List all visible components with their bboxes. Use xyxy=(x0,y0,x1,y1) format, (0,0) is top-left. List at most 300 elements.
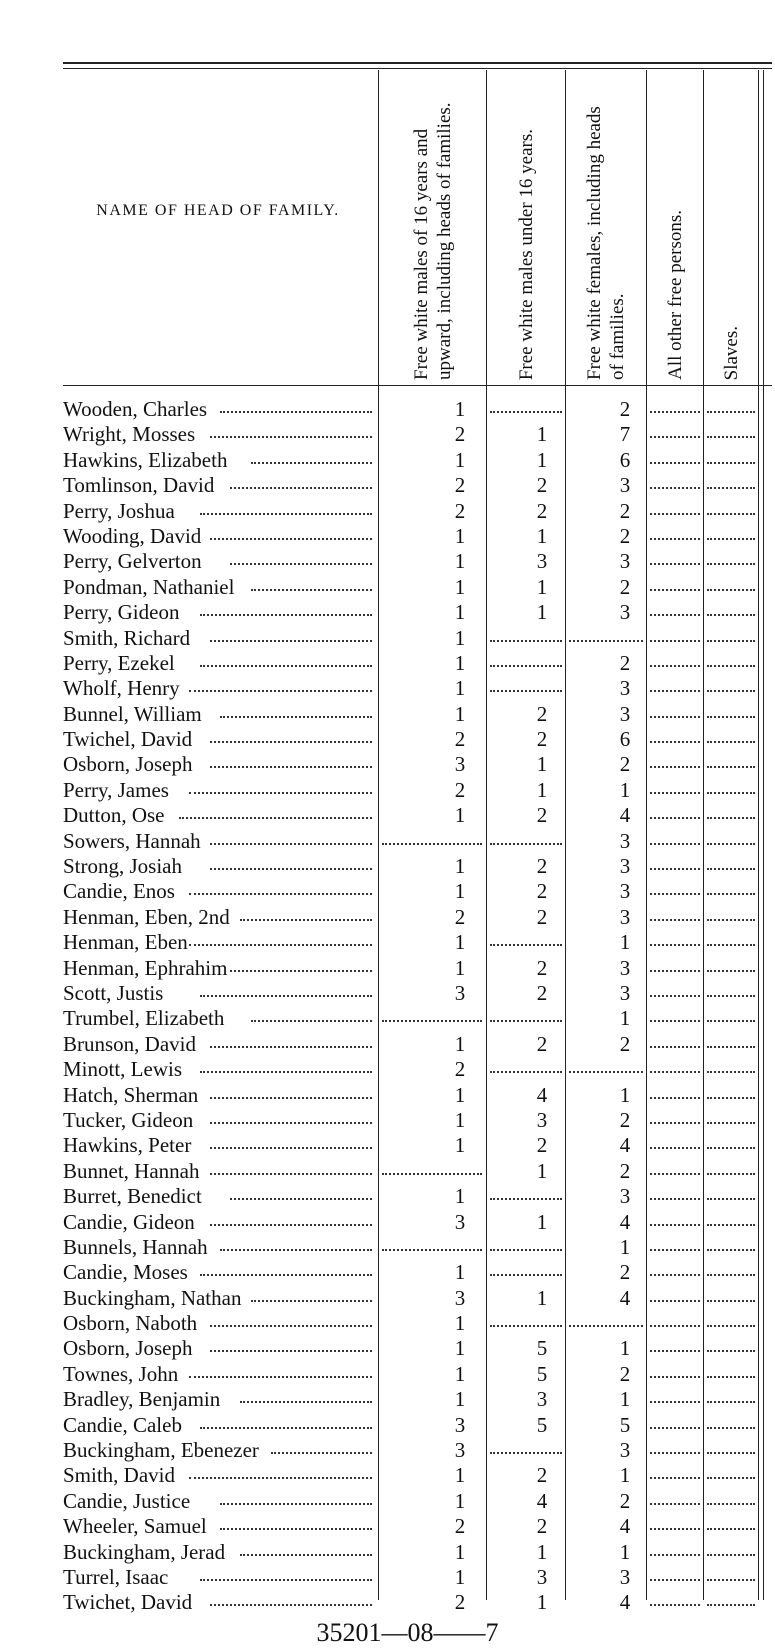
cell-m16: 2 xyxy=(454,473,466,498)
table-row xyxy=(0,448,775,473)
leader-dots xyxy=(650,893,700,895)
leader-dots xyxy=(490,640,562,642)
table-row xyxy=(0,778,775,803)
leader-dots xyxy=(200,1579,372,1581)
cell-mu16: 1 xyxy=(536,1539,548,1564)
leader-dots xyxy=(707,1274,755,1276)
cell-m16: 2 xyxy=(454,1057,466,1082)
leader-dots xyxy=(220,1528,372,1530)
cell-mu16: 5 xyxy=(536,1336,548,1361)
cell-m16: 1 xyxy=(454,701,466,726)
cell-mu16: 2 xyxy=(536,1133,548,1158)
leader-dots xyxy=(650,1350,700,1352)
cell-m16: 1 xyxy=(454,625,466,650)
cell-mu16: 1 xyxy=(536,523,548,548)
table-row xyxy=(0,524,775,549)
head-of-family-name: Sowers, Hannah xyxy=(63,828,201,853)
leader-dots xyxy=(382,843,482,845)
header-name-of-head: NAME OF HEAD OF FAMILY. xyxy=(96,202,340,219)
cell-f: 3 xyxy=(619,549,631,574)
leader-dots xyxy=(220,716,372,718)
leader-dots xyxy=(382,1020,482,1022)
table-row xyxy=(0,981,775,1006)
head-of-family-name: Buckingham, Nathan xyxy=(63,1285,242,1310)
table-row xyxy=(0,473,775,498)
cell-f: 1 xyxy=(619,777,631,802)
cell-f: 1 xyxy=(619,1387,631,1412)
leader-dots xyxy=(707,1554,755,1556)
table-row xyxy=(0,676,775,701)
leader-dots xyxy=(707,1097,755,1099)
cell-mu16: 3 xyxy=(536,1107,548,1132)
cell-f: 3 xyxy=(619,854,631,879)
leader-dots xyxy=(490,1452,562,1454)
leader-dots xyxy=(490,944,562,946)
head-of-family-name: Minott, Lewis xyxy=(63,1057,182,1082)
head-of-family-name: Brunson, David xyxy=(63,1031,196,1056)
leader-dots xyxy=(707,919,755,921)
cell-f: 3 xyxy=(619,676,631,701)
table-row xyxy=(0,1590,775,1615)
cell-m16: 1 xyxy=(454,955,466,980)
leader-dots xyxy=(707,563,755,565)
cell-mu16: 2 xyxy=(536,955,548,980)
cell-mu16: 2 xyxy=(536,727,548,752)
leader-dots xyxy=(251,1300,372,1302)
leader-dots xyxy=(210,843,372,845)
leader-dots xyxy=(707,970,755,972)
head-of-family-name: Candie, Enos xyxy=(63,879,175,904)
leader-dots xyxy=(650,868,700,870)
leader-dots xyxy=(650,1503,700,1505)
cell-mu16: 1 xyxy=(536,574,548,599)
table-row xyxy=(0,1057,775,1082)
cell-mu16: 2 xyxy=(536,904,548,929)
leader-dots xyxy=(382,1173,482,1175)
leader-dots xyxy=(650,919,700,921)
table-row xyxy=(0,1540,775,1565)
table-row xyxy=(0,854,775,879)
header-col-slaves: Slaves. xyxy=(720,325,742,380)
head-of-family-name: Bunnet, Hannah xyxy=(63,1158,200,1183)
head-of-family-name: Henman, Eben, 2nd xyxy=(63,904,230,929)
leader-dots xyxy=(569,640,643,642)
head-of-family-name: Tucker, Gideon xyxy=(63,1107,194,1132)
leader-dots xyxy=(707,690,755,692)
head-of-family-name: Turrel, Isaac xyxy=(63,1564,169,1589)
cell-mu16: 5 xyxy=(536,1412,548,1437)
cell-f: 3 xyxy=(619,600,631,625)
leader-dots xyxy=(650,1300,700,1302)
leader-dots xyxy=(200,614,372,616)
table-row xyxy=(0,1413,775,1438)
cell-m16: 2 xyxy=(454,777,466,802)
head-of-family-name: Strong, Josiah xyxy=(63,854,183,879)
leader-dots xyxy=(707,487,755,489)
head-of-family-name: Candie, Moses xyxy=(63,1260,188,1285)
leader-dots xyxy=(650,1604,700,1606)
cell-mu16: 2 xyxy=(536,879,548,904)
cell-m16: 1 xyxy=(454,1184,466,1209)
cell-m16: 3 xyxy=(454,752,466,777)
head-of-family-name: Scott, Justis xyxy=(63,980,164,1005)
table-row xyxy=(0,829,775,854)
head-of-family-name: Perry, Gideon xyxy=(63,600,180,625)
leader-dots xyxy=(707,614,755,616)
head-of-family-name: Henman, Eben xyxy=(63,930,188,955)
cell-m16: 1 xyxy=(454,650,466,675)
leader-dots xyxy=(650,1071,700,1073)
head-of-family-name: Buckingham, Jerad xyxy=(63,1539,226,1564)
head-of-family-name: Candie, Caleb xyxy=(63,1412,182,1437)
leader-dots xyxy=(707,1046,755,1048)
leader-dots xyxy=(650,1249,700,1251)
leader-dots xyxy=(707,462,755,464)
table-row xyxy=(0,626,775,651)
table-row xyxy=(0,956,775,981)
table-row xyxy=(0,930,775,955)
leader-dots xyxy=(220,411,372,413)
table-row xyxy=(0,1387,775,1412)
header-bottom-rule xyxy=(63,385,772,386)
cell-m16: 1 xyxy=(454,397,466,421)
leader-dots xyxy=(707,843,755,845)
leader-dots xyxy=(707,893,755,895)
table-row xyxy=(0,1362,775,1387)
cell-f: 2 xyxy=(619,1361,631,1386)
cell-m16: 2 xyxy=(454,1590,466,1615)
head-of-family-name: Osborn, Joseph xyxy=(63,1336,193,1361)
leader-dots xyxy=(230,970,372,972)
head-of-family-name: Perry, Joshua xyxy=(63,498,175,523)
leader-dots xyxy=(650,1224,700,1226)
leader-dots xyxy=(271,1452,372,1454)
leader-dots xyxy=(251,462,372,464)
cell-m16: 1 xyxy=(454,1463,466,1488)
cell-mu16: 2 xyxy=(536,854,548,879)
leader-dots xyxy=(707,1071,755,1073)
leader-dots xyxy=(210,1046,372,1048)
cell-f: 6 xyxy=(619,727,631,752)
cell-m16: 1 xyxy=(454,803,466,828)
leader-dots xyxy=(210,1097,372,1099)
leader-dots xyxy=(189,792,372,794)
table-row xyxy=(0,499,775,524)
cell-m16: 3 xyxy=(454,1412,466,1437)
leader-dots xyxy=(189,690,372,692)
page-footer-number: 35201—08——7 xyxy=(316,1618,499,1647)
head-of-family-name: Candie, Justice xyxy=(63,1488,191,1513)
cell-m16: 1 xyxy=(454,1133,466,1158)
leader-dots xyxy=(650,1528,700,1530)
head-of-family-name: Wholf, Henry xyxy=(63,676,180,701)
cell-f: 3 xyxy=(619,1184,631,1209)
leader-dots xyxy=(650,995,700,997)
leader-dots xyxy=(210,766,372,768)
cell-mu16: 1 xyxy=(536,1285,548,1310)
leader-dots xyxy=(220,1503,372,1505)
cell-mu16: 3 xyxy=(536,549,548,574)
leader-dots xyxy=(707,741,755,743)
head-of-family-name: Pondman, Nathaniel xyxy=(63,574,235,599)
cell-f: 2 xyxy=(619,650,631,675)
cell-mu16: 2 xyxy=(536,803,548,828)
table-row xyxy=(0,1133,775,1158)
leader-dots xyxy=(650,1427,700,1429)
leader-dots xyxy=(707,766,755,768)
leader-dots xyxy=(650,411,700,413)
leader-dots xyxy=(200,665,372,667)
cell-f: 4 xyxy=(619,1133,631,1158)
table-row xyxy=(0,1235,775,1260)
cell-f: 6 xyxy=(619,447,631,472)
head-of-family-name: Wooden, Charles xyxy=(63,397,208,421)
table-row xyxy=(0,549,775,574)
cell-m16: 2 xyxy=(454,727,466,752)
leader-dots xyxy=(220,1249,372,1251)
leader-dots xyxy=(707,665,755,667)
leader-dots xyxy=(569,1325,643,1327)
leader-dots xyxy=(650,1046,700,1048)
leader-dots xyxy=(251,1020,372,1022)
leader-dots xyxy=(490,1071,562,1073)
leader-dots xyxy=(490,665,562,667)
cell-m16: 1 xyxy=(454,600,466,625)
table-row xyxy=(0,1184,775,1209)
table-row xyxy=(0,1286,775,1311)
leader-dots xyxy=(490,1325,562,1327)
header-col-males-under-16: Free white males under 16 years. xyxy=(515,128,537,380)
head-of-family-name: Bunnel, William xyxy=(63,701,202,726)
leader-dots xyxy=(650,1376,700,1378)
cell-f: 1 xyxy=(619,1539,631,1564)
top-double-rule-1 xyxy=(63,62,772,64)
leader-dots xyxy=(240,919,372,921)
cell-f: 3 xyxy=(619,980,631,1005)
head-of-family-name: Wheeler, Samuel xyxy=(63,1514,207,1539)
table-row xyxy=(0,1336,775,1361)
leader-dots xyxy=(707,436,755,438)
cell-mu16: 2 xyxy=(536,1514,548,1539)
leader-dots xyxy=(650,1579,700,1581)
leader-dots xyxy=(707,1477,755,1479)
leader-dots xyxy=(707,792,755,794)
cell-f: 2 xyxy=(619,1260,631,1285)
cell-m16: 1 xyxy=(454,854,466,879)
leader-dots xyxy=(230,1198,372,1200)
cell-m16: 3 xyxy=(454,980,466,1005)
cell-f: 2 xyxy=(619,574,631,599)
cell-mu16: 2 xyxy=(536,701,548,726)
leader-dots xyxy=(650,640,700,642)
cell-m16: 1 xyxy=(454,1387,466,1412)
head-of-family-name: Hawkins, Elizabeth xyxy=(63,447,228,472)
leader-dots xyxy=(707,817,755,819)
cell-mu16: 1 xyxy=(536,752,548,777)
leader-dots xyxy=(707,868,755,870)
table-row xyxy=(0,905,775,930)
cell-m16: 1 xyxy=(454,879,466,904)
table-row xyxy=(0,1514,775,1539)
cell-f: 4 xyxy=(619,1514,631,1539)
head-of-family-name: Wooding, David xyxy=(63,523,202,548)
cell-mu16: 1 xyxy=(536,1209,548,1234)
table-row xyxy=(0,803,775,828)
leader-dots xyxy=(650,792,700,794)
leader-dots xyxy=(650,487,700,489)
leader-dots xyxy=(650,1020,700,1022)
top-double-rule-2 xyxy=(63,68,772,69)
leader-dots xyxy=(707,1579,755,1581)
leader-dots xyxy=(650,462,700,464)
leader-dots xyxy=(200,513,372,515)
leader-dots xyxy=(650,1147,700,1149)
cell-f: 2 xyxy=(619,397,631,421)
head-of-family-name: Osborn, Joseph xyxy=(63,752,193,777)
leader-dots xyxy=(650,766,700,768)
leader-dots xyxy=(707,1452,755,1454)
leader-dots xyxy=(707,1147,755,1149)
leader-dots xyxy=(210,1604,372,1606)
head-of-family-name: Bunnels, Hannah xyxy=(63,1234,208,1259)
leader-dots xyxy=(210,1147,372,1149)
leader-dots xyxy=(650,513,700,515)
cell-f: 1 xyxy=(619,1006,631,1031)
head-of-family-name: Twichet, David xyxy=(63,1590,193,1615)
head-of-family-name: Perry, James xyxy=(63,777,169,802)
leader-dots xyxy=(707,1376,755,1378)
leader-dots xyxy=(707,1300,755,1302)
cell-m16: 1 xyxy=(454,574,466,599)
leader-dots xyxy=(707,1401,755,1403)
cell-f: 3 xyxy=(619,828,631,853)
leader-dots xyxy=(189,893,372,895)
cell-f: 2 xyxy=(619,1488,631,1513)
leader-dots xyxy=(707,538,755,540)
table-row xyxy=(0,1032,775,1057)
cell-mu16: 5 xyxy=(536,1361,548,1386)
cell-f: 4 xyxy=(619,1209,631,1234)
cell-m16: 1 xyxy=(454,1361,466,1386)
cell-mu16: 1 xyxy=(536,777,548,802)
cell-f: 1 xyxy=(619,1463,631,1488)
cell-m16: 1 xyxy=(454,1260,466,1285)
leader-dots xyxy=(650,817,700,819)
leader-dots xyxy=(210,1122,372,1124)
header-col-males-16-up: Free white males of 16 years and upward, including heads of families. xyxy=(410,102,455,380)
leader-dots xyxy=(210,1350,372,1352)
table-row xyxy=(0,1489,775,1514)
table-row xyxy=(0,1311,775,1336)
leader-dots xyxy=(490,1020,562,1022)
cell-f: 3 xyxy=(619,955,631,980)
cell-m16: 1 xyxy=(454,523,466,548)
cell-f: 4 xyxy=(619,1285,631,1310)
cell-m16: 1 xyxy=(454,1031,466,1056)
leader-dots xyxy=(707,1173,755,1175)
leader-dots xyxy=(490,1198,562,1200)
leader-dots xyxy=(240,1554,372,1556)
leader-dots xyxy=(707,411,755,413)
head-of-family-name: Candie, Gideon xyxy=(63,1209,195,1234)
cell-f: 4 xyxy=(619,803,631,828)
table-row xyxy=(0,879,775,904)
leader-dots xyxy=(650,1122,700,1124)
head-of-family-name: Perry, Ezekel xyxy=(63,650,175,675)
cell-mu16: 2 xyxy=(536,473,548,498)
cell-mu16: 2 xyxy=(536,1031,548,1056)
leader-dots xyxy=(382,1249,482,1251)
head-of-family-name: Smith, Richard xyxy=(63,625,191,650)
leader-dots xyxy=(210,1325,372,1327)
leader-dots xyxy=(650,1477,700,1479)
cell-f: 1 xyxy=(619,1234,631,1259)
cell-m16: 3 xyxy=(454,1285,466,1310)
leader-dots xyxy=(707,640,755,642)
leader-dots xyxy=(210,538,372,540)
cell-m16: 2 xyxy=(454,422,466,447)
cell-f: 2 xyxy=(619,1107,631,1132)
cell-f: 3 xyxy=(619,904,631,929)
leader-dots xyxy=(230,487,372,489)
leader-dots xyxy=(707,1503,755,1505)
leader-dots xyxy=(707,1325,755,1327)
table-row xyxy=(0,1210,775,1235)
leader-dots xyxy=(490,411,562,413)
table-row xyxy=(0,702,775,727)
leader-dots xyxy=(179,817,372,819)
head-of-family-name: Tomlinson, David xyxy=(63,473,215,498)
head-of-family-name: Smith, David xyxy=(63,1463,176,1488)
head-of-family-name: Trumbel, Elizabeth xyxy=(63,1006,225,1031)
leader-dots xyxy=(650,1401,700,1403)
leader-dots xyxy=(707,1249,755,1251)
leader-dots xyxy=(707,944,755,946)
head-of-family-name: Henman, Ephrahim xyxy=(63,955,228,980)
cell-mu16: 3 xyxy=(536,1387,548,1412)
leader-dots xyxy=(240,1401,372,1403)
leader-dots xyxy=(650,944,700,946)
cell-f: 2 xyxy=(619,498,631,523)
leader-dots xyxy=(650,843,700,845)
head-of-family-name: Burret, Benedict xyxy=(63,1184,202,1209)
cell-mu16: 1 xyxy=(536,422,548,447)
table-row xyxy=(0,752,775,777)
cell-m16: 2 xyxy=(454,904,466,929)
table-row xyxy=(0,1108,775,1133)
cell-f: 3 xyxy=(619,879,631,904)
cell-m16: 1 xyxy=(454,1488,466,1513)
header-col-other-free: All other free persons. xyxy=(664,210,686,380)
cell-mu16: 1 xyxy=(536,1158,548,1183)
cell-f: 2 xyxy=(619,1031,631,1056)
cell-m16: 1 xyxy=(454,1311,466,1336)
head-of-family-name: Dutton, Ose xyxy=(63,803,165,828)
table-row xyxy=(0,727,775,752)
leader-dots xyxy=(210,1224,372,1226)
leader-dots xyxy=(210,868,372,870)
leader-dots xyxy=(650,970,700,972)
leader-dots xyxy=(707,1528,755,1530)
leader-dots xyxy=(490,1249,562,1251)
leader-dots xyxy=(650,1274,700,1276)
table-row xyxy=(0,1159,775,1184)
cell-m16: 1 xyxy=(454,676,466,701)
cell-mu16: 3 xyxy=(536,1564,548,1589)
cell-mu16: 4 xyxy=(536,1082,548,1107)
cell-f: 3 xyxy=(619,701,631,726)
head-of-family-name: Hatch, Sherman xyxy=(63,1082,199,1107)
